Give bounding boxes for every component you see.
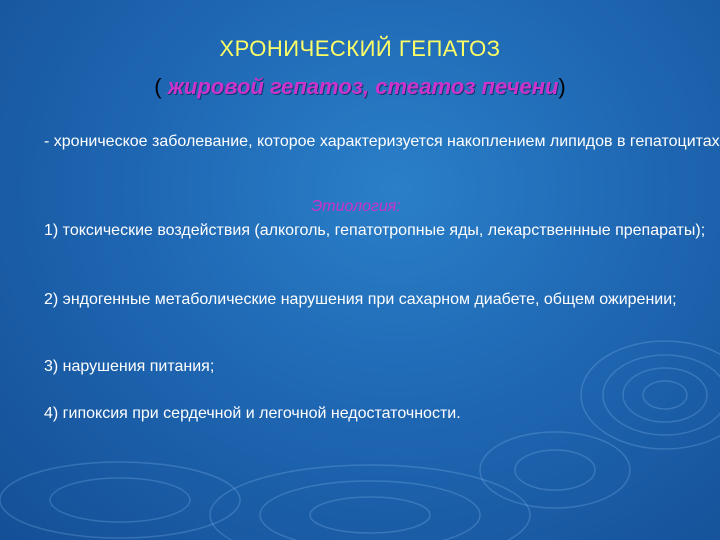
list-item: 1) токсические воздействия (алкоголь, гепатотропные яды, лекарственнные препараты); (44, 222, 706, 239)
subtitle-close-paren: ) (558, 74, 566, 99)
list-item: 4) гипоксия при сердечной и легочной недостаточности. (44, 405, 461, 422)
subtitle-synonyms: жировой гепатоз, стеатоз печени (167, 74, 559, 99)
slide-subtitle (0, 74, 720, 100)
list-item: 3) нарушения питания; (44, 358, 215, 375)
list-item: 2) эндогенные метаболические нарушения при сахарном диабете, общем ожирении; (44, 291, 677, 308)
etiology-heading: Этиология: (311, 198, 401, 215)
subtitle-open-paren: ( (154, 74, 168, 99)
definition-text: - хроническое заболевание, которое характеризуется накоплением липидов в гепатоцитах (44, 133, 720, 150)
slide-title: ХРОНИЧЕСКИЙ ГЕПАТОЗ (219, 36, 501, 61)
